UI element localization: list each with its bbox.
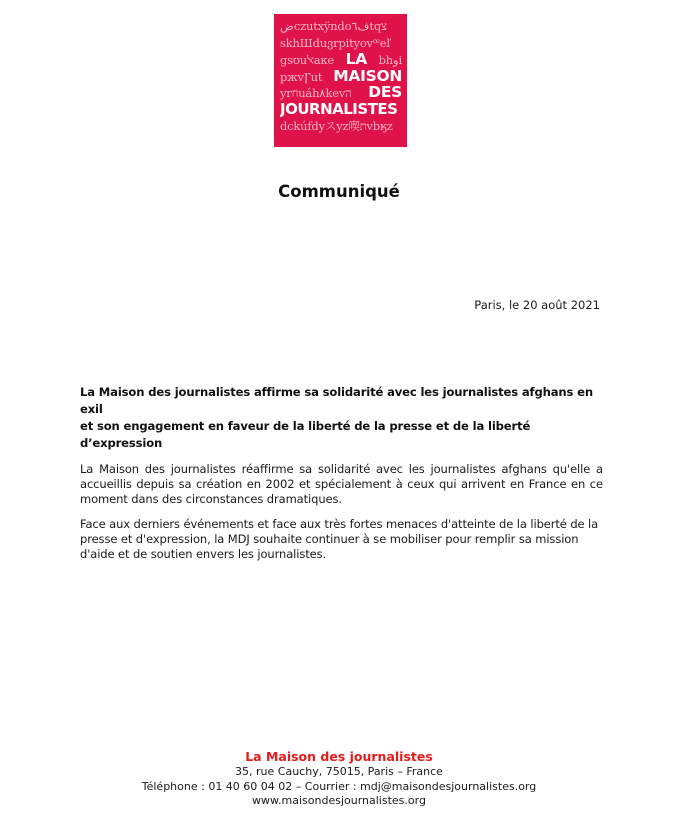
document-date: Paris, le 20 août 2021 [474,298,600,312]
document-headline [80,384,610,452]
logo-multilingual-text: ржvꞄut [280,69,323,84]
logo-multilingual-text: skhШduვrpityovꟹeľ [280,35,390,50]
logo-word-des: DES [368,84,402,101]
body-paragraph-1: La Maison des journalistes réaffirme sa solidarité avec les journalistes afghans qu'elle a accueillis depuis sa création en 2002 et spécialement à ceux qui arrivent en France en ce moment dans des circonstances dramatiques. [80,462,603,506]
logo-line-1 [280,18,402,35]
document-title: Communiqué [278,182,400,201]
footer-organization-name: La Maison des journalistes [245,749,433,764]
paragraph-2-line-1: Face aux derniers événements et face aux très fortes menaces d'atteinte de la liberté de la [80,517,599,531]
logo-multilingual-text: dckúfdyスyz喫תvbӄz [280,118,393,133]
logo-line-2 [280,35,402,52]
headline-line-2: et son engagement en faveur de la liberté de la presse et de la liberté d’expression [80,419,531,450]
paragraph-2-line-3: d'aide et de soutien envers les journalistes. [80,547,327,561]
logo-multilingual-text: ضczutxÿndoف٦tqצ [280,19,387,33]
logo-word-maison: MAISON [333,67,402,85]
logo-multilingual-text: yrחuáh٨kevה [280,86,352,101]
logo-multilingual-text: bhوi [378,53,402,68]
logo-word-la: LA [345,51,367,68]
footer-address: 35, rue Cauchy, 75015, Paris – France [235,765,443,778]
logo-line-5 [280,84,402,101]
footer-contact: Téléphone : 01 40 60 04 02 – Courrier : mdj@maisondesjournalistes.org [141,779,537,793]
headline-line-1: La Maison des journalistes affirme sa solidarité avec les journalistes afghans en exil [80,385,593,416]
document-footer [0,749,678,809]
footer-website: www.maisondesjournalistes.org [252,794,426,807]
logo-line-3 [280,51,402,68]
logo-line-4 [280,68,402,85]
body-paragraph-2 [80,517,620,562]
maison-des-journalistes-logo [274,14,407,147]
logo-multilingual-text: gsʊuﭏакe [280,53,334,68]
logo-line-7 [280,118,402,135]
paragraph-2-line-2: presse et d'expression, la MDJ souhaite continuer à se mobiliser pour remplir sa mission [80,532,579,546]
logo-line-6 [280,101,402,118]
logo-word-journalistes: JOURNALISTES [280,100,398,118]
